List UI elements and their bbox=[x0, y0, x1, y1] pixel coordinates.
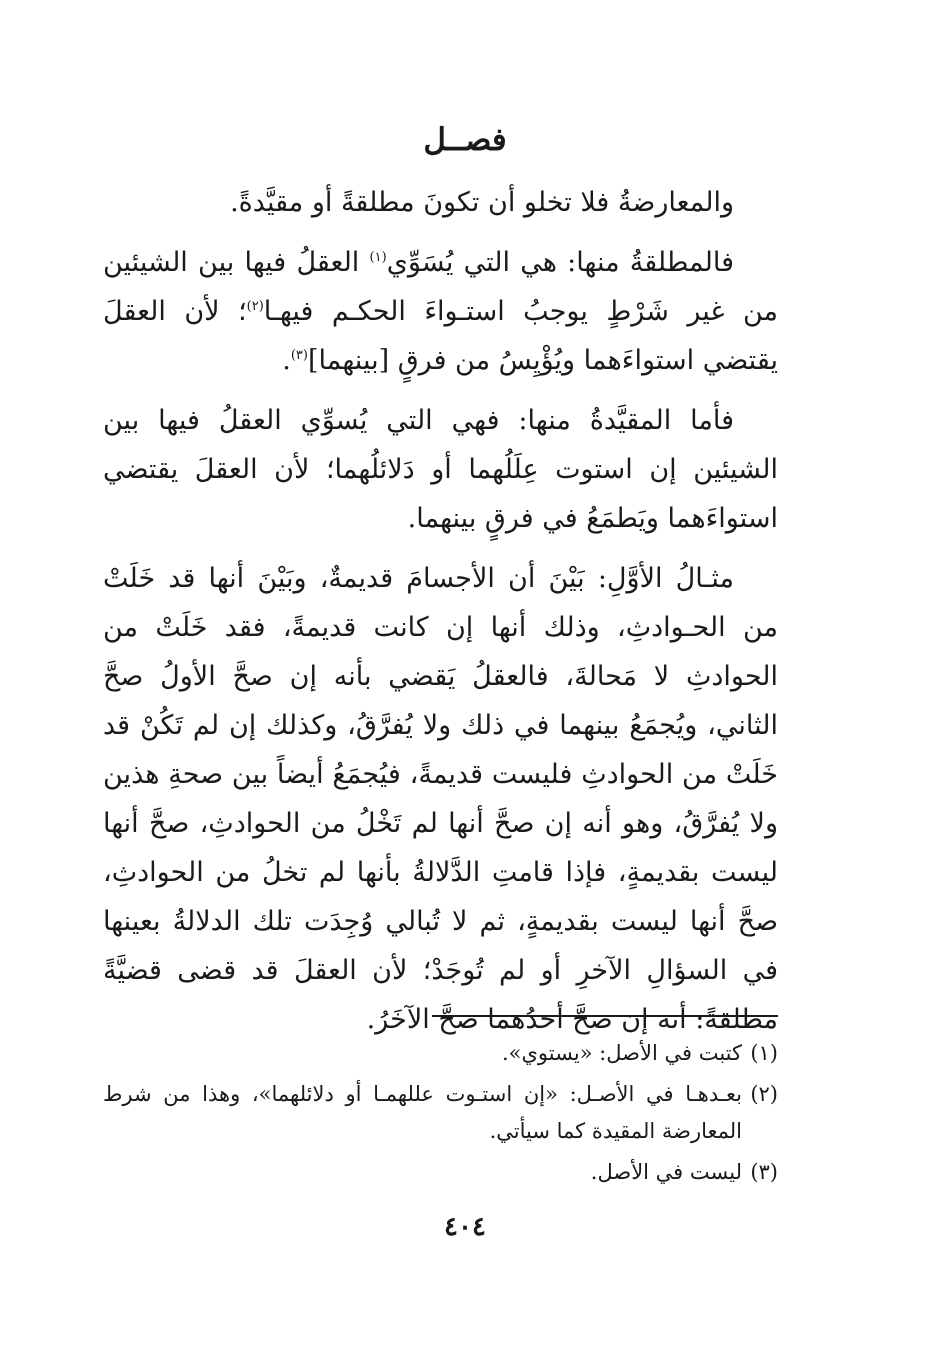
footnote-text: ليست في الأصل. bbox=[590, 1160, 742, 1184]
footnotes bbox=[103, 1035, 778, 1195]
footnote-ref-2: (٢) bbox=[246, 299, 264, 314]
footnote-2 bbox=[103, 1076, 778, 1150]
footnote-text: كتبت في الأصل: «يستوي». bbox=[501, 1041, 742, 1065]
footnote-ref-1: (١) bbox=[369, 250, 387, 265]
body-text bbox=[103, 178, 778, 1055]
paragraph-intro: والمعارضةُ فلا تخلو أن تكونَ مطلقةً أو مقيَّدةً. bbox=[230, 187, 734, 218]
paragraph-absolute: فالمطلقةُ منها: هي التي يُسَوِّي$^{(١)}$ العقلُ فيها بين الشيئين من غير شَرْطٍ يوجبُ استـواءَ الحكـم فيهـا$^{(٢)}$؛ لأن العقلَ يقتضي استواءَهما ويُؤْيِسُ من فرقٍ [بينهما]$^{(٣)}$. bbox=[103, 247, 778, 376]
paragraph-absolute-part3: ؛ لأن العقلَ يقتضي استواءَهما ويُؤْيِسُ من فرقٍ [بينهما] bbox=[103, 296, 778, 376]
section-heading: فصــل bbox=[423, 122, 507, 158]
footnote-text: بعـدهـا في الأصـل: «إن استـوت عللهمـا أو دلائلهما»، وهذا من شرط المعارضة المقيدة كما سيأتي. bbox=[103, 1082, 742, 1143]
paragraph-absolute-part1: فالمطلقةُ منها: هي التي يُسَوِّي bbox=[386, 247, 734, 278]
paragraph-absolute-part2: العقلُ فيها بين الشيئين من غير شَرْطٍ يوجبُ استـواءَ الحكـم فيهـا bbox=[103, 247, 778, 327]
footnote-separator bbox=[432, 1015, 778, 1017]
footnote-3 bbox=[103, 1154, 778, 1191]
footnote-number: (٣) bbox=[750, 1160, 778, 1184]
paragraph-example: مثـالُ الأوَّلِ: بَيْنَ أن الأجسامَ قديمةٌ، وبَيْنَ أنها قد خَلَتْ من الحـوادثِ، وذلك أنها إن كانت قديمةً، فقد خَلَتْ من الحوادثِ لا مَحالةَ، فالعقلُ يَقضي بأنه إن صحَّ الأولُ صحَّ الثاني، ويُجمَعُ بينهما في ذلك ولا يُفرَّقُ، وكذلك إن لم تَكُنْ قد خَلَتْ من الحوادثِ فليست قديمةً، فيُجمَعُ أيضاً بين صحةِ هذين ولا يُفرَّقُ، وهو أنه إن صحَّ أنها لم تَخْلُ من الحوادثِ، صحَّ أنها ليست بقديمةٍ، فإذا قامتِ الدَّلالةُ بأنها لم تخلُ من الحوادثِ، صحَّ أنها ليست بقديمةٍ، ثم لا تُبالي وُجِدَت تلك الدلالةُ بعينها في السؤالِ الآخرِ أو لم تُوجَدْ؛ لأن العقلَ قد قضى قضيَّةً مطلقةً: أنه إن صحَّ أحدُهما صحَّ الآخَرُ. bbox=[103, 563, 778, 1035]
footnote-number: (١) bbox=[750, 1041, 778, 1065]
paragraph-restricted: فأما المقيَّدةُ منها: فهي التي يُسوِّي العقلُ فيها بين الشيئين إن استوت عِلَلُهما أو دَلائلُهما؛ لأن العقلَ يقتضي استواءَهما ويَطمَعُ في فرقٍ بينهما. bbox=[103, 405, 778, 534]
footnote-1 bbox=[103, 1035, 778, 1072]
footnote-number: (٢) bbox=[750, 1082, 778, 1106]
footnote-ref-3: (٣) bbox=[290, 348, 308, 363]
page-number: ٤٠٤ bbox=[444, 1212, 486, 1242]
